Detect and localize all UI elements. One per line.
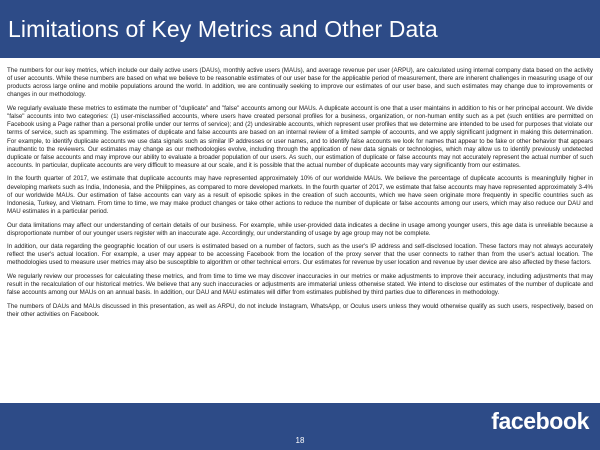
paragraph-q4-2017-estimates: In the fourth quarter of 2017, we estimate that duplicate accounts may have represented approximately 10% of our worldwide MAUs. We believe the percentage of duplicate accounts is meaningfully higher in developing markets such as India, Indonesia, and the Philippines, as compared to more developed markets. In the fourth quarter of 2017, we estimate that false accounts may have represented approximately 3-4% of our worldwide MAUs. Our estimation of false accounts can vary as a result of episodic spikes in the creation of such accounts, which we have seen originate more frequently in specific countries such as Indonesia, Turkey, and Vietnam. From time to time, we may make product changes or take other actions to reduce the number of duplicate or false accounts among our users, which may also reduce our DAU and MAU estimates in a particular period. (7, 175, 593, 216)
slide-title: Limitations of Key Metrics and Other Data (8, 16, 438, 42)
body-text-box (0, 58, 600, 403)
facebook-logo: facebook (491, 408, 589, 434)
paragraph-duplicate-false-accounts: We regularly evaluate these metrics to estimate the number of "duplicate" and "false" accounts among our MAUs. A duplicate account is one that a user maintains in addition to his or her principal account. We divide "false" accounts into two categories: (1) user-misclassified accounts, where users have created personal profiles for a business, organization, or non-human entity such as a pet (such entities are permitted on Facebook using a Page rather than a personal profile under our terms of service); and (2) undesirable accounts, which represent user profiles that we determine are intended to be used for purposes that violate our terms of service, such as spamming. The estimates of duplicate and false accounts are based on an internal review of a limited sample of accounts, and we apply significant judgment in making this determination. For example, to identify duplicate accounts we use data signals such as similar IP addresses or user names, and to identify false accounts we look for names that appear to be fake or other behavior that appears inauthentic to the reviewers. Our estimates may change as our methodologies evolve, including through the application of new data signals or technologies, which may allow us to identify previously undetected duplicate or false accounts and may improve our ability to evaluate a broader population of our users. As such, our estimation of duplicate or false accounts may not accurately represent the actual number of such accounts. In particular, duplicate accounts are very difficult to measure at our scale, and it is possible that the actual number of duplicate accounts may vary significantly from our estimates. (7, 104, 593, 170)
paragraph-geographic-location: In addition, our data regarding the geographic location of our users is estimated based on a number of factors, such as the user's IP address and self-disclosed location. These factors may not always accurately reflect the user's actual location. For example, a user may appear to be accessing Facebook from the location of the proxy server that the user connects to rather than from the user's actual location. The methodologies used to measure user metrics may also be susceptible to algorithm or other technical errors. Our estimates for revenue by user location and revenue by user device are also affected by these factors. (7, 243, 593, 267)
title-bar (0, 0, 600, 58)
page-number: 18 (295, 436, 305, 445)
paragraph-key-metrics-intro: The numbers for our key metrics, which include our daily active users (DAUs), monthly active users (MAUs), and average revenue per user (ARPU), are calculated using internal company data based on the activity of user accounts. While these numbers are based on what we believe to be reasonable estimates of our user base for the applicable period of measurement, there are inherent challenges in measuring usage of our products across large online and mobile populations around the world. In addition, we are continually seeking to improve our estimates of our user base, and such estimates may change due to improvements or changes in our methodology. (7, 67, 593, 99)
paragraph-age-data: Our data limitations may affect our understanding of certain details of our business. For example, while user-provided data indicates a decline in usage among younger users, this age data is unreliable because a disproportionate number of our younger users register with an inaccurate age. Accordingly, our understanding of usage by age group may not be complete. (7, 221, 593, 237)
paragraph-dau-mau-scope: The numbers of DAUs and MAUs discussed in this presentation, as well as ARPU, do not include Instagram, WhatsApp, or Oculus users unless they would otherwise qualify as such users, respectively, based on their other activities on Facebook. (7, 302, 593, 318)
paragraph-review-processes: We regularly review our processes for calculating these metrics, and from time to time we may discover inaccuracies in our metrics or make adjustments to improve their accuracy, including adjustments that may result in the recalculation of our historical metrics. We believe that any such inaccuracies or adjustments are immaterial unless otherwise stated. We intend to disclose our estimates of the number of duplicate and false accounts among our MAUs on an annual basis. In addition, our DAU and MAU estimates will differ from estimates published by third parties due to differences in methodology. (7, 272, 593, 297)
